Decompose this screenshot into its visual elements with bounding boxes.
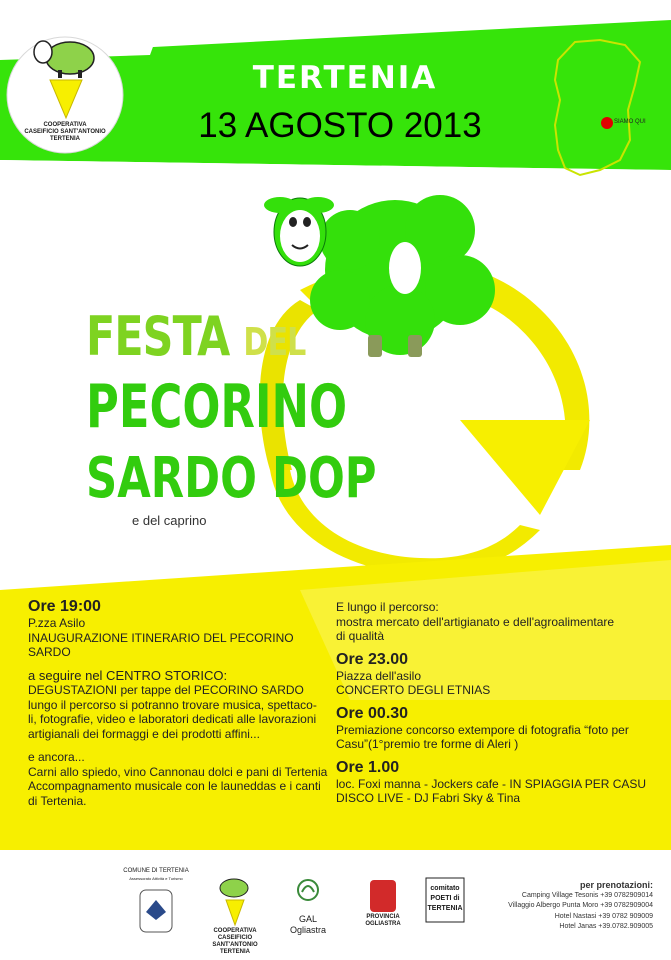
program-line: CONCERTO DEGLI ETNIAS bbox=[336, 683, 491, 697]
title-sardo-dop: SARDO DOP bbox=[86, 446, 377, 511]
title-caprino: e del caprino bbox=[132, 513, 207, 528]
footer-coop-line3: TERTENIA bbox=[220, 949, 250, 955]
footer-coop-line2: CASEIFICIO SANT'ANTONIO bbox=[212, 935, 258, 948]
sheep-tail-hole bbox=[389, 242, 421, 294]
footer-coop-line1: COOPERATIVA bbox=[213, 928, 257, 934]
footer-gal-text bbox=[285, 914, 331, 936]
footer-comitato-line1: comitato bbox=[430, 885, 460, 892]
program-line: mostra mercato dell'artigianato e dell'agroalimentare bbox=[336, 614, 615, 629]
title-pecorino: PECORINO bbox=[86, 372, 348, 442]
footer-comune-line2: Assessorato Attività e Turismo bbox=[129, 876, 183, 881]
program-line: Casu”(1°premio tre forme di Aleri ) bbox=[336, 737, 519, 751]
footer-coop-text bbox=[195, 928, 275, 956]
footer-coop-cheese bbox=[226, 900, 244, 925]
program-hour-0030: Ore 00.30 bbox=[336, 704, 409, 722]
footer-gal-logo bbox=[298, 880, 318, 900]
program-line: Carni allo spiedo, vino Cannonau dolci e pani di Tertenia bbox=[28, 764, 328, 779]
top-logo-line2: CASEIFICIO SANT'ANTONIO bbox=[24, 129, 106, 135]
footer-provincia-line1: PROVINCIA bbox=[366, 914, 400, 920]
town-title: TERTENIA bbox=[252, 60, 438, 96]
program-line: a seguire nel CENTRO STORICO: bbox=[28, 667, 228, 683]
top-logo-text bbox=[22, 122, 108, 143]
top-logo-line1: COOPERATIVA bbox=[43, 122, 87, 128]
footer-comune-text bbox=[120, 868, 192, 882]
program-line: artigianali dei formaggi e dei prodotti affini... bbox=[28, 726, 260, 741]
booking-line: Hotel Janas +39.0782.909005 bbox=[559, 923, 653, 930]
sheep-leg-1 bbox=[368, 335, 382, 357]
booking-line: Villaggio Albergo Punta Moro +39 0782909004 bbox=[508, 902, 653, 909]
title-festa-word: FESTA bbox=[86, 305, 230, 368]
footer-comitato-line2: POETI di bbox=[430, 895, 460, 902]
program-left bbox=[28, 598, 328, 808]
program-line: e ancora... bbox=[28, 750, 85, 764]
program-line: DISCO LIVE - DJ Fabri Sky & Tina bbox=[336, 791, 521, 805]
program-line: E lungo il percorso: bbox=[336, 600, 439, 614]
program-line: P.zza Asilo bbox=[28, 616, 86, 630]
footer-comune-line1: COMUNE DI TERTENIA bbox=[123, 868, 189, 874]
program-right bbox=[336, 600, 656, 806]
sheep-leg-2 bbox=[408, 335, 422, 357]
map-location-dot bbox=[601, 117, 613, 129]
map-label: SIAMO QUI bbox=[614, 119, 646, 125]
program-line: di Tertenia. bbox=[28, 793, 87, 808]
bookings-heading: per prenotazioni: bbox=[579, 880, 653, 890]
program-line: Piazza dell'asilo bbox=[336, 668, 422, 683]
sheep-head bbox=[264, 197, 334, 266]
event-date: 13 AGOSTO 2013 bbox=[198, 106, 482, 145]
footer-comitato-text bbox=[426, 884, 464, 914]
program-hour-2300: Ore 23.00 bbox=[336, 650, 409, 668]
footer-gal-line1: GAL bbox=[298, 914, 317, 924]
booking-line: Camping Village Tesonis +39 0782909014 bbox=[521, 891, 653, 899]
footer-gal-line2: Ogliastra bbox=[289, 925, 326, 935]
title-festa bbox=[86, 305, 305, 368]
bookings-block bbox=[473, 880, 653, 933]
program-line: Premiazione concorso extempore di fotografia “foto per bbox=[336, 722, 629, 737]
program-line: DEGUSTAZIONI per tappe del PECORINO SARDO bbox=[28, 683, 304, 697]
booking-line: Hotel Nastasi +39 0782 909009 bbox=[554, 912, 653, 920]
footer-provincia-crest bbox=[370, 880, 396, 912]
title-del-word: DEL bbox=[243, 320, 306, 364]
program-line: lungo il percorso si potranno trovare musica, spettaco- bbox=[28, 697, 317, 712]
program-line: li, fotografie, video e laboratori dedicati alle lavorazioni bbox=[28, 712, 317, 726]
program-line: loc. Foxi manna - Jockers cafe - IN SPIAGGIA PER CASU bbox=[336, 776, 647, 791]
program-hour-1900: Ore 19:00 bbox=[28, 598, 101, 615]
program-line: Accompagnamento musicale con le launeddas e i canti bbox=[28, 779, 321, 793]
program-hour-0100: Ore 1.00 bbox=[336, 758, 400, 776]
program-line: INAUGURAZIONE ITINERARIO DEL PECORINO SARDO bbox=[28, 630, 294, 659]
footer-coop-sheep bbox=[220, 879, 248, 897]
footer-provincia-line2: OGLIASTRA bbox=[365, 921, 401, 927]
footer-comitato-line3: TERTENIA bbox=[427, 905, 463, 912]
footer-provincia-text bbox=[355, 914, 411, 928]
top-logo-line3: TERTENIA bbox=[50, 136, 80, 142]
program-line: di qualità bbox=[336, 629, 385, 643]
